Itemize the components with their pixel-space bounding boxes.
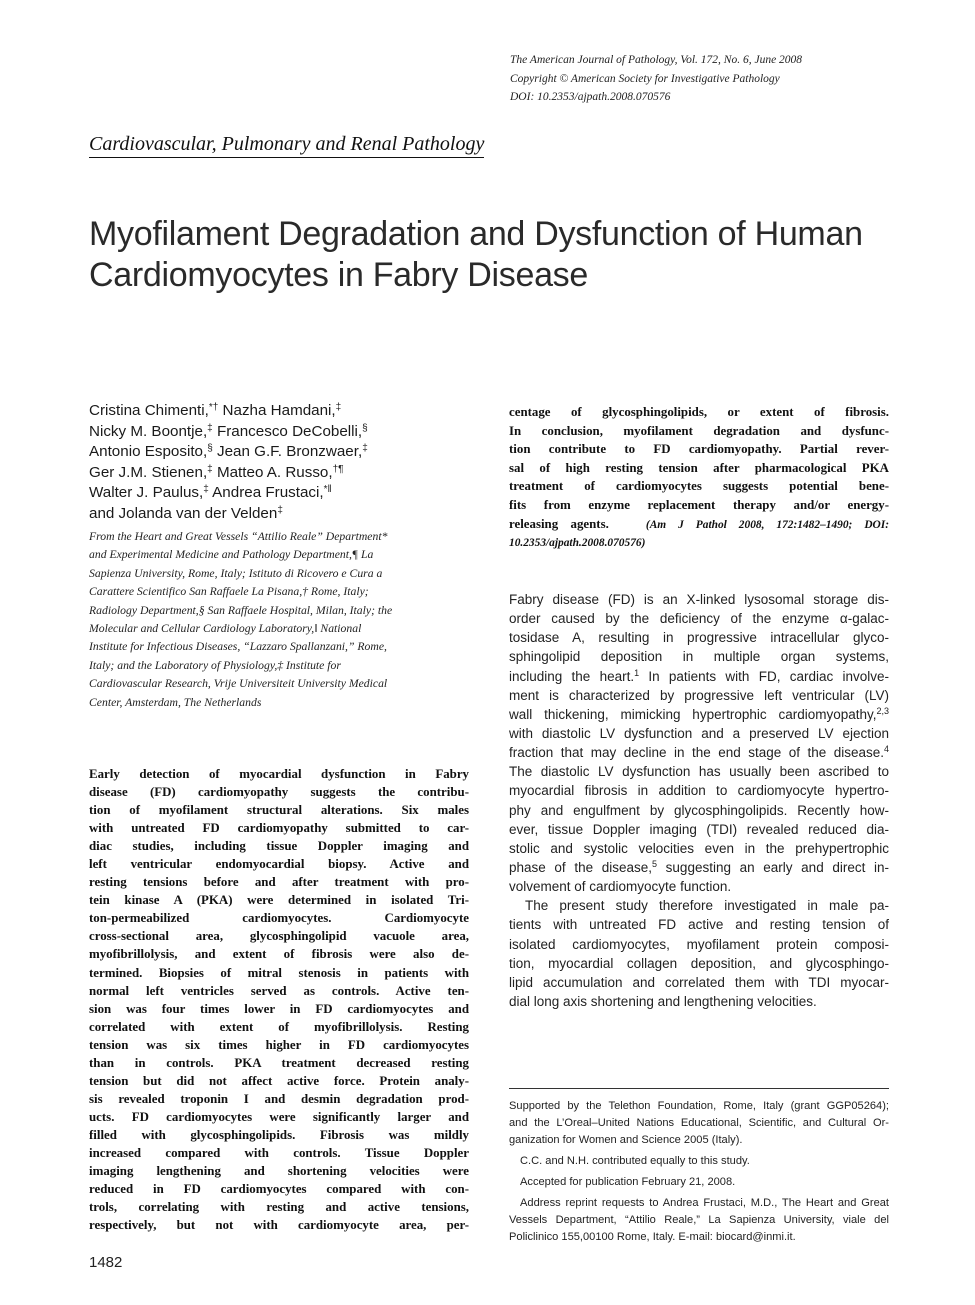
author-line	[89, 401, 489, 422]
author-affiliation-mark: §	[207, 443, 213, 454]
abstract-line: disease (FD) cardiomyopathy suggests the contribu-	[89, 785, 469, 800]
abstract-line: releasing agents.	[509, 516, 609, 531]
abstract-line: centage of glycosphingolipids, or extent of fibrosis.	[509, 405, 889, 419]
affiliation-line: Cardiovascular Research, Vrije Universiteit University Medical	[89, 677, 388, 691]
page-number: 1482	[89, 1254, 123, 1271]
abstract-line: treatment of cardiomyocytes suggests potential bene-	[509, 479, 889, 494]
abstract-line: reduced in FD cardiomyocytes compared with con-	[89, 1182, 469, 1197]
body-line: tion, myocardial collagen deposition, and glycosphingo-	[509, 955, 889, 971]
abstract-line: than in controls. PKA treatment decreased resting	[89, 1055, 469, 1070]
footnotes	[509, 1098, 889, 1246]
author-affiliation-mark: ‡	[362, 443, 368, 454]
abstract-line: resting tensions before and after treatment with pro-	[89, 875, 469, 890]
author-line	[89, 504, 489, 525]
reference-mark: 1	[634, 667, 640, 678]
body-line: sphingolipid deposition in multiple organ systems,	[509, 649, 889, 665]
abstract-line-with-citation	[509, 515, 889, 534]
abstract-line: termined. Biopsies of mitral stenosis in patients with	[89, 965, 469, 980]
author-affiliation-mark: §	[362, 422, 368, 434]
abstract-line: respectively, but not with cardiomyocyte area, per-	[89, 1218, 469, 1233]
body-line	[509, 667, 889, 686]
section-heading: Cardiovascular, Pulmonary and Renal Pathology	[89, 131, 484, 158]
abstract-line: ton-permeabilized cardiomyocytes. Cardiomyocyte	[89, 911, 469, 926]
body-text-run: wall thickening, mimicking hypertrophic cardiomyopathy,	[509, 706, 877, 722]
author-name: Walter J. Paulus,	[89, 484, 204, 501]
reference-mark: 5	[652, 858, 658, 869]
footnote-line: Address reprint requests to Andrea Frustaci, M.D., The Heart and Great	[520, 1197, 889, 1209]
footnote-divider	[509, 1088, 889, 1089]
abstract-line: ucts. FD cardiomyocytes were significantly larger and	[89, 1109, 469, 1124]
body-line: ment is characterized by progressive left ventricular (LV)	[509, 687, 889, 703]
author-affiliation-mark: *†	[208, 402, 219, 413]
abstract-left-column	[89, 765, 469, 1234]
author-affiliations	[89, 528, 461, 712]
abstract-line: tension but did not affect active force. Protein analy-	[89, 1073, 469, 1088]
author-name: Ger J.M. Stienen,	[89, 463, 208, 481]
abstract-line	[509, 533, 889, 552]
body-text-run: phase of the disease,	[509, 859, 653, 875]
body-line: lipid accumulation and correlated them with TDI myocar-	[509, 974, 889, 990]
abstract-line: myofibrillolysis, and extent of fibrosis were also de-	[89, 947, 469, 962]
footnote-line: ganization for Women and Science 2005 (Italy).	[509, 1134, 743, 1146]
abstract-line: normal left ventricles served as controls. Active ten-	[89, 983, 469, 998]
author-name: and Jolanda van der Velden	[89, 504, 278, 522]
author-name: Nazha Hamdani,	[218, 402, 336, 419]
abstract-line: tension was six times higher in FD cardiomyocytes	[89, 1037, 469, 1052]
author-line	[89, 463, 489, 484]
abstract-line: tion contribute to FD cardiomyopathy. Partial rever-	[509, 442, 889, 457]
body-line: Fabry disease (FD) is an X-linked lysosomal storage dis-	[509, 592, 889, 607]
footnote-line: Accepted for publication February 21, 2008.	[520, 1176, 736, 1188]
journal-volume-line: The American Journal of Pathology, Vol. 172, No. 6, June 2008	[510, 54, 803, 66]
author-affiliation-mark: ‡	[207, 463, 213, 475]
affiliation-line: From the Heart and Great Vessels “Attilio Reale” Department*	[89, 530, 388, 543]
body-line: ever, tissue Doppler imaging (TDI) revealed reduced dia-	[509, 821, 889, 837]
body-line: order caused by the deficiency of the enzyme α-galac-	[509, 611, 889, 627]
abstract-line: filled with glycosphingolipids. Fibrosis was mildly	[89, 1127, 469, 1142]
citation-text: (Am J Pathol 2008, 172:1482–1490; DOI:	[645, 518, 889, 531]
body-text-run: fraction that may decline in the end stage of the disease.	[509, 745, 884, 761]
body-text-run: including the heart.	[509, 668, 635, 684]
body-line: The diastolic LV dysfunction has usually been ascribed to	[509, 764, 889, 780]
body-line: tients with untreated FD active and resting tension of	[509, 917, 889, 933]
author-name: Matteo A. Russo,	[212, 463, 333, 481]
abstract-line: fits from enzyme replacement therapy and/or energy-	[509, 497, 889, 512]
affiliation-line: and Experimental Medicine and Pathology Department,¶ La	[89, 548, 374, 562]
author-line	[89, 483, 489, 504]
citation-doi: 10.2353/ajpath.2008.070576)	[509, 537, 646, 550]
reference-mark: 4	[883, 744, 889, 755]
author-affiliation-mark: ‡	[335, 402, 342, 413]
author-name: Andrea Frustaci,	[208, 484, 324, 501]
author-name: Francesco DeCobelli,	[212, 422, 363, 440]
abstract-line: sion was four times lower in FD cardiomyocytes and	[89, 1001, 469, 1016]
affiliation-line: Italy; and the Laboratory of Physiology,‡ Institute for	[89, 658, 341, 672]
body-text-run: In patients with FD, cardiac involve-	[639, 668, 889, 684]
author-name: Antonio Esposito,	[89, 443, 208, 460]
abstract-line: left ventricular endomyocardial biopsy. Active and	[89, 857, 469, 872]
abstract-line: sal of high resting tension after pharmacological PKA	[509, 460, 889, 475]
body-line: isolated cardiomyocytes, myofilament protein composi-	[509, 936, 889, 952]
author-name: Nicky M. Boontje,	[89, 422, 208, 440]
footnote-line: Policlinico 155,00100 Rome, Italy. E-mail: biocard@inmi.it.	[509, 1231, 796, 1243]
affiliation-line: Institute for Infectious Diseases, “Lazzaro Spallanzani,” Rome,	[89, 640, 387, 654]
abstract-right-column	[509, 403, 889, 552]
author-affiliation-mark: ‡	[203, 484, 209, 495]
abstract-line: cross-sectional area, glycosphingolipid vacuole area,	[89, 929, 469, 944]
abstract-line: trols, correlating with resting and active tensions,	[89, 1200, 469, 1215]
abstract-line: diac studies, including tissue Doppler imaging and	[89, 839, 469, 854]
abstract-line: increased compared with controls. Tissue Doppler	[89, 1145, 469, 1160]
abstract-line: sis revealed troponin I and desmin degradation prod-	[89, 1091, 469, 1106]
affiliation-line: Carattere Scientifico San Raffaele La Pisana,† Rome, Italy;	[89, 585, 369, 599]
body-line: volvement of cardiomyocyte function.	[509, 879, 732, 895]
body-line	[509, 743, 889, 762]
body-line: tosidase A, resulting in progressive intracellular glyco-	[509, 630, 889, 646]
author-line	[89, 422, 489, 443]
author-affiliation-mark: ‡	[207, 422, 213, 434]
abstract-line: In conclusion, myofilament degradation and dysfunc-	[509, 423, 889, 438]
affiliation-line: Sapienza University, Rome, Italy; Istituto di Ricovero e Cura a	[89, 566, 383, 580]
footnote-line: Vessels Department, “Attilio Reale,” La Sapienza University, viale del	[509, 1214, 889, 1226]
body-line: The present study therefore investigated in male pa-	[525, 898, 889, 914]
body-line: phy and engulfment by glycosphingolipids. Recently how-	[509, 802, 889, 818]
author-affiliation-mark: †¶	[332, 463, 344, 475]
author-affiliation-mark: *‖	[323, 484, 332, 495]
affiliation-line: Radiology Department,§ San Raffaele Hospital, Milan, Italy; the	[89, 603, 393, 617]
journal-citation-header	[510, 51, 930, 107]
abstract-line: imaging lengthening and shortening velocities were	[89, 1164, 469, 1179]
author-affiliation-mark: ‡	[277, 504, 283, 516]
affiliation-line: Molecular and Cellular Cardiology Laboratory,‖ National	[89, 622, 362, 636]
body-line: dial long axis shortening and lengthening velocities.	[509, 993, 817, 1009]
footnote-line: and the L’Oreal–United Nations Educational, Scientific, and Cultural Or-	[509, 1117, 889, 1129]
body-line	[509, 705, 889, 724]
abstract-line: with untreated FD cardiomyopathy submitted to car-	[89, 821, 469, 836]
body-line: stolic and systolic velocities even in the prehypertrophic	[509, 840, 889, 856]
abstract-line: Early detection of myocardial dysfunction in Fabry	[89, 767, 469, 781]
abstract-line: correlated with extent of myofibrillolysis. Resting	[89, 1019, 469, 1034]
author-name: Cristina Chimenti,	[89, 402, 209, 419]
body-line	[509, 858, 889, 877]
author-name: Jean G.F. Bronzwaer,	[212, 443, 363, 460]
body-line: myocardial fibrosis in addition to cardiomyocyte hypertro-	[509, 783, 889, 799]
footnote-line: Supported by the Telethon Foundation, Rome, Italy (grant GGP05264);	[509, 1100, 889, 1112]
article-title: Myofilament Degradation and Dysfunction of Human Cardiomyocytes in Fabry Disease	[89, 215, 863, 294]
reference-mark: 2,3	[876, 705, 889, 716]
abstract-line: tein kinase A (PKA) were determined in isolated Tri-	[89, 893, 469, 908]
introduction-body	[509, 590, 889, 1011]
journal-copyright-line: Copyright © American Society for Investigative Pathology	[510, 72, 780, 85]
journal-doi-line: DOI: 10.2353/ajpath.2008.070576	[510, 91, 671, 103]
abstract-line: tion of myofilament structural alterations. Six males	[89, 803, 469, 818]
body-text-run: suggesting an early and direct in-	[657, 859, 889, 875]
author-line	[89, 442, 489, 463]
footnote-line: C.C. and N.H. contributed equally to this study.	[520, 1155, 750, 1167]
affiliation-line: Center, Amsterdam, The Netherlands	[89, 695, 262, 709]
author-list	[89, 401, 489, 524]
body-line: with diastolic LV dysfunction and a preserved LV ejection	[509, 725, 889, 741]
